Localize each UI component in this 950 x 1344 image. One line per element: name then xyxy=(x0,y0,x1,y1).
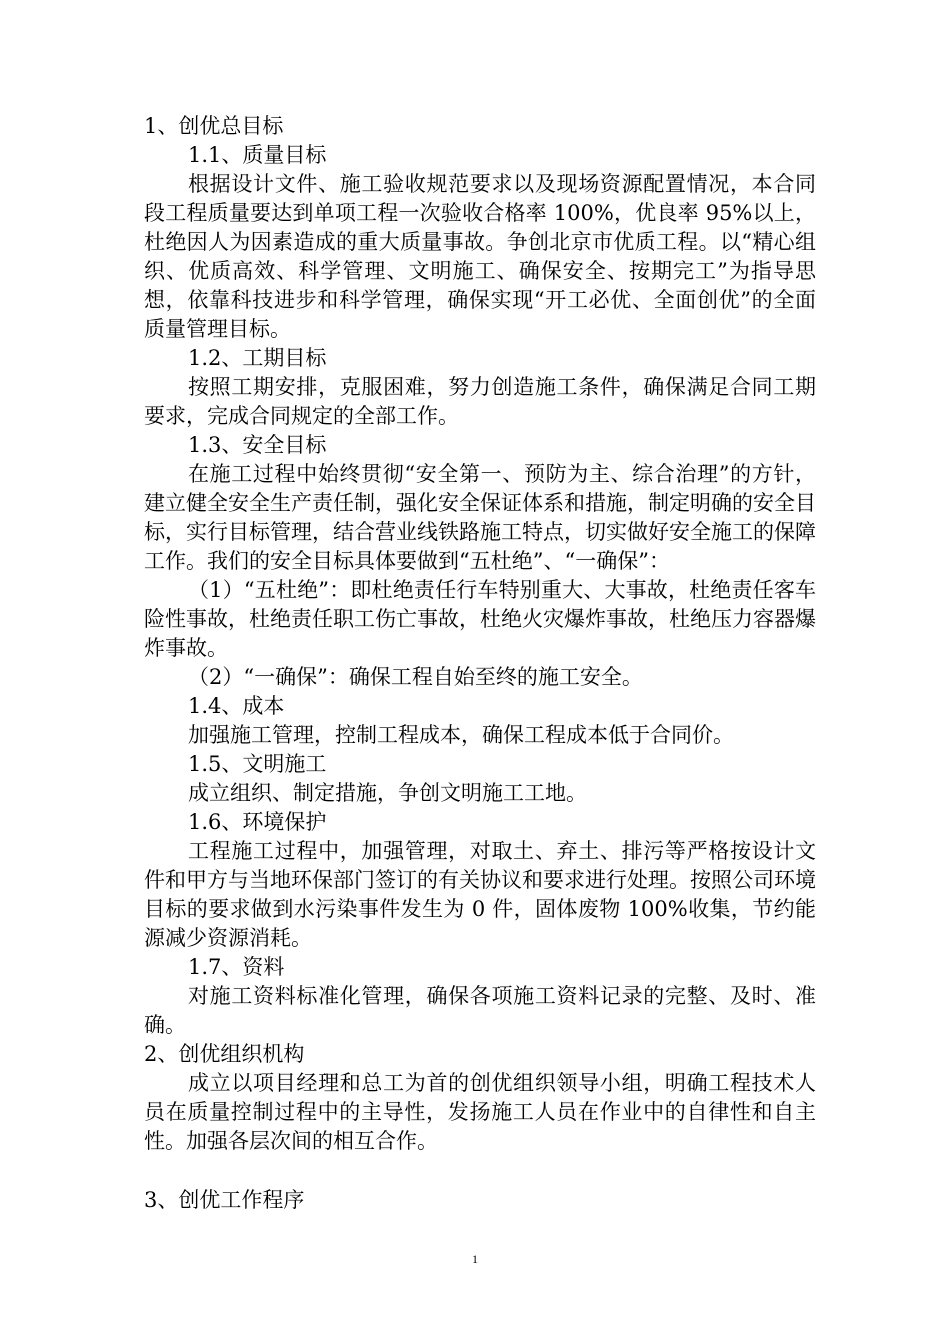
body-paragraph: （2）“一确保”：确保工程自始至终的施工安全。 xyxy=(188,665,643,689)
body-paragraph: 按照工期安排，克服困难，努力创造施工条件，确保满足合同工期要求，完成合同规定的全部工作。 xyxy=(144,375,816,428)
document-body xyxy=(144,112,816,1215)
subsection-heading: 1.7、资料 xyxy=(188,955,285,979)
body-paragraph: 在施工过程中始终贯彻“安全第一、预防为主、综合治理”的方针，建立健全安全生产责任制，强化安全保证体系和措施，制定明确的安全目标，实行目标管理，结合营业线铁路施工特点，切实做好安全施工的保障工作。我们的安全目标具体要做到“五杜绝”、“一确保”： xyxy=(144,462,816,573)
body-paragraph: （1）“五杜绝”：即杜绝责任行车特别重大、大事故，杜绝责任客车险性事故，杜绝责任职工伤亡事故，杜绝火灾爆炸事故，杜绝压力容器爆炸事故。 xyxy=(144,578,816,660)
subsection-heading: 1.5、文明施工 xyxy=(188,752,327,776)
section-heading: 3、创优工作程序 xyxy=(144,1188,305,1212)
body-paragraph: 成立组织、制定措施，争创文明施工工地。 xyxy=(188,781,587,805)
body-paragraph: 加强施工管理，控制工程成本，确保工程成本低于合同价。 xyxy=(188,723,734,747)
subsection-heading: 1.1、质量目标 xyxy=(188,143,327,167)
subsection-heading: 1.3、安全目标 xyxy=(188,433,327,457)
subsection-heading: 1.6、环境保护 xyxy=(188,810,327,834)
body-paragraph: 成立以项目经理和总工为首的创优组织领导小组，明确工程技术人员在质量控制过程中的主导性，发扬施工人员在作业中的自律性和自主性。加强各层次间的相互合作。 xyxy=(144,1071,816,1153)
body-paragraph: 对施工资料标准化管理，确保各项施工资料记录的完整、及时、准确。 xyxy=(144,984,816,1037)
section-heading: 1、创优总目标 xyxy=(144,114,284,138)
body-paragraph: 工程施工过程中，加强管理，对取土、弃土、排污等严格按设计文件和甲方与当地环保部门签订的有关协议和要求进行处理。按照公司环境目标的要求做到水污染事件发生为 0 件，固体废物 100%收集，节约能源减少资源消耗。 xyxy=(144,839,816,950)
subsection-heading: 1.2、工期目标 xyxy=(188,346,327,370)
blank-line xyxy=(144,1156,816,1186)
section-heading: 2、创优组织机构 xyxy=(144,1042,305,1066)
subsection-heading: 1.4、成本 xyxy=(188,694,285,718)
page-number: 1 xyxy=(472,1252,478,1266)
body-paragraph: 根据设计文件、施工验收规范要求以及现场资源配置情况，本合同段工程质量要达到单项工程一次验收合格率 100%，优良率 95%以上，杜绝因人为因素造成的重大质量事故。争创北京市优质工程。以“精心组织、优质高效、科学管理、文明施工、确保安全、按期完工”为指导思想，依靠科技进步和科学管理，确保实现“开工必优、全面创优”的全面质量管理目标。 xyxy=(144,172,816,341)
